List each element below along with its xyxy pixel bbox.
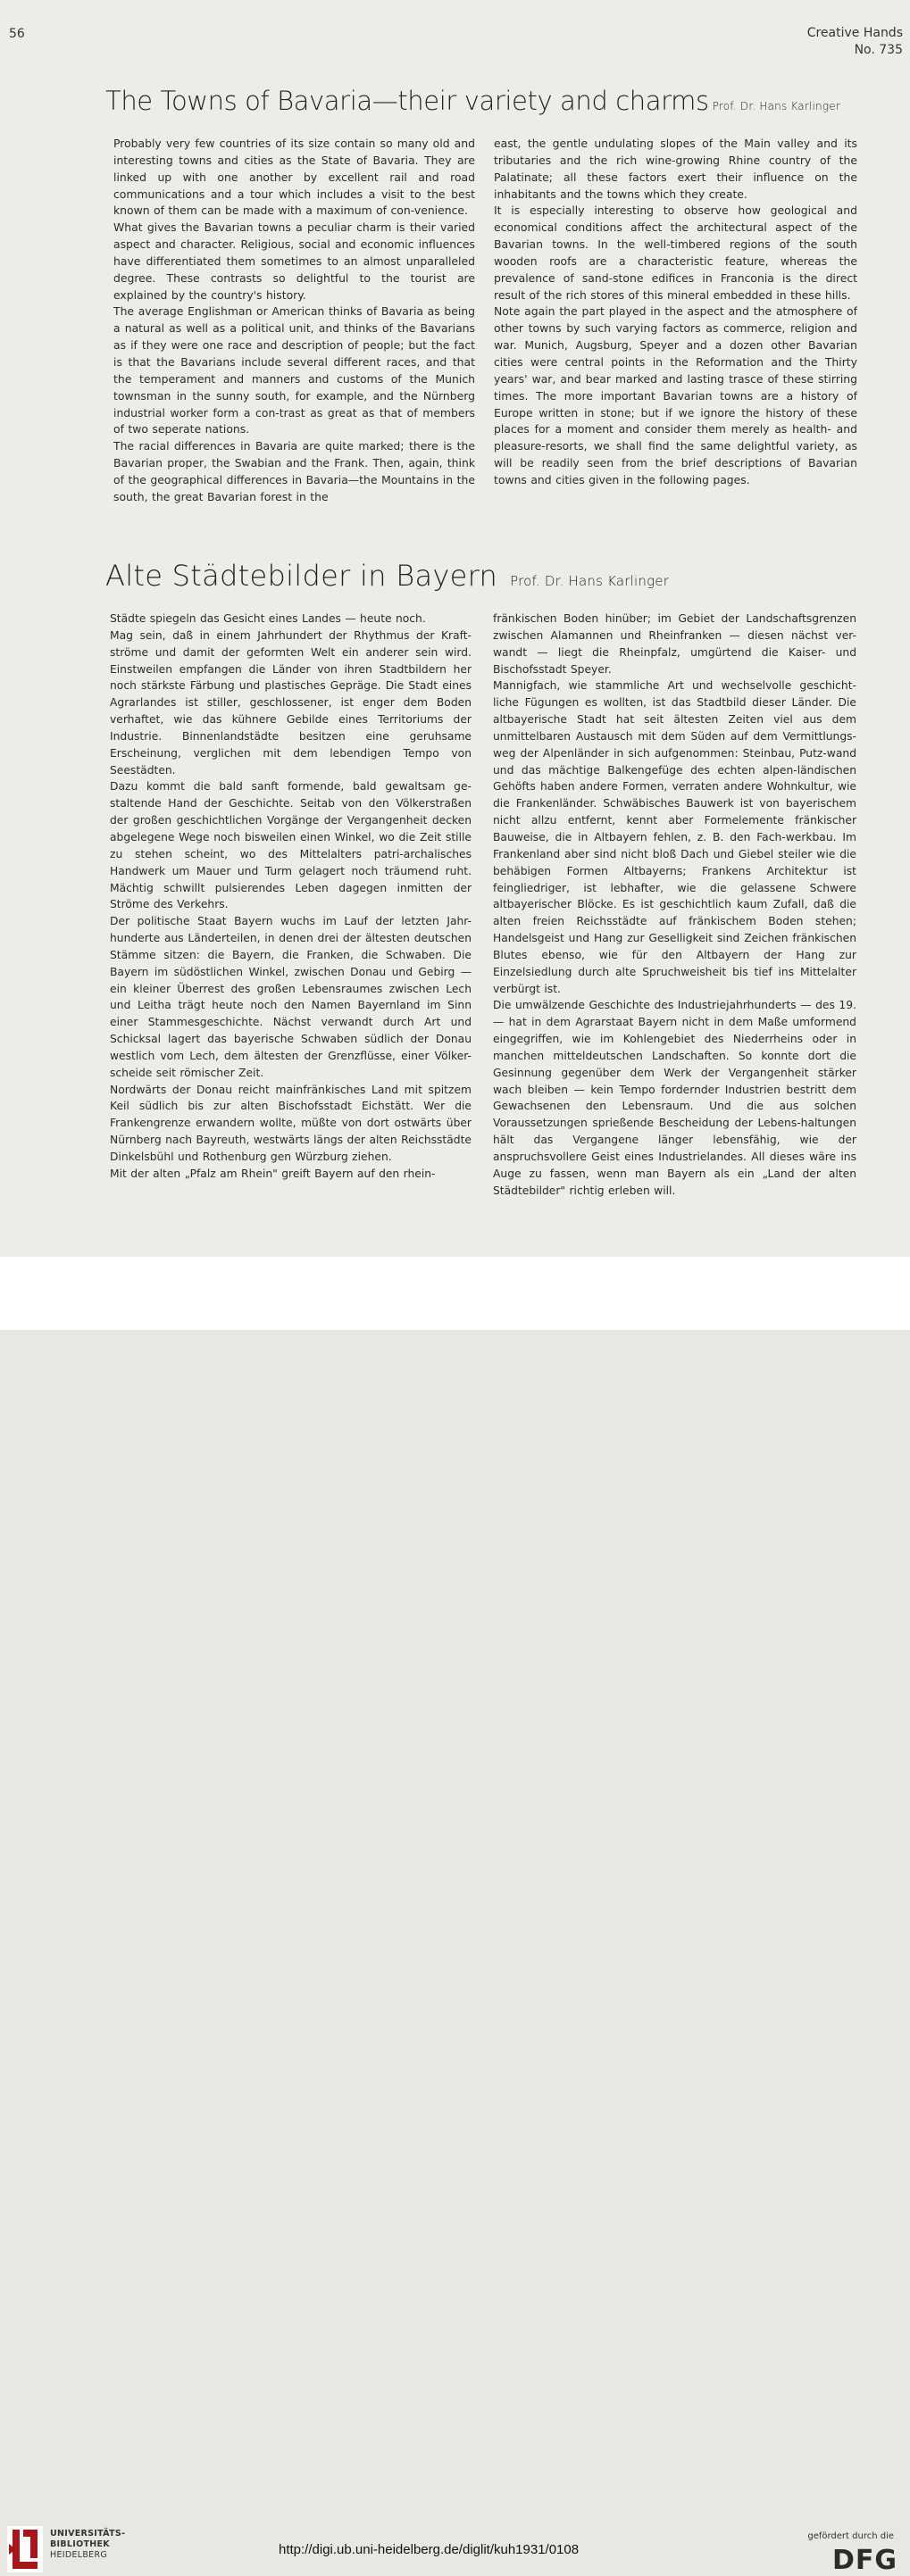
english-right-column bbox=[494, 136, 857, 489]
english-left-column bbox=[113, 136, 475, 506]
university-library-logo-icon bbox=[7, 2526, 43, 2572]
paragraph: Nordwärts der Donau reicht mainfränkisches Land mit spitzem Keil südlich bis zur alten Bischofsstadt Eichstätt. Wer die Frankengrenze erwandern wollte, müßte von dort ostwärts über Nürnberg nach Bayreuth, westwärts längs der alten Reichsstädte Dinkelsbühl und Rothenburg gen Würzburg ziehen. bbox=[110, 1083, 472, 1163]
paragraph: Mit der alten „Pfalz am Rhein" greift Bayern auf den rhein- bbox=[110, 1167, 436, 1180]
funded-by-label: gefördert durch die bbox=[807, 2531, 894, 2541]
magazine-header bbox=[807, 25, 903, 59]
footer-bar bbox=[0, 1257, 910, 2576]
paragraph: Note again the part played in the aspect and the atmosphere of other towns by such varying factors as commerce, religion and war. Munich, Augsburg, Speyer and a dozen other Bavarian cities were central points in the Reformation and the Thirty years' war, and bear marked and lasting trasce of these stirring times. The more important Bavarian towns are a history of Europe written in stone; but if we ignore the history of these places for a moment and consider them merely as health- and pleasure-resorts, we shall find the same delightful variety, as will be readily seen from the brief descriptions of Bavarian towns and cities given in the following pages. bbox=[494, 304, 857, 486]
english-author: Prof. Dr. Hans Karlinger bbox=[712, 100, 840, 112]
paragraph: fränkischen Boden hinüber; im Gebiet der Landschaftsgrenzen zwischen Alamannen und Rheinfranken — diesen nächst ver-wandt — liegt die Rheinpfalz, umgürtend die Kaiser- und Bischofsstadt Speyer. bbox=[493, 612, 856, 676]
paragraph: Der politische Staat Bayern wuchs im Lauf der letzten Jahr-hunderte aus Länderteilen, in denen drei der ältesten deutschen Stämme sitzen: die Bayern, die Franken, die Schwaben. Die Bayern im südöstlichen Winkel, zwischen Donau und Gebirg — ein kleiner Überrest des großen Lebensraumes zwischen Lech und Leitha trägt heute noch den Namen Bayernland im Sinn einer Stammesgeschichte. Nächst verwandt durch Art und Schicksal lagert das bayerische Schwaben südlich der Donau westlich vom Lech, dem ältesten der Grenzflüsse, einer Völker-scheide seit römischer Zeit. bbox=[110, 915, 472, 1079]
magazine-title: Creative Hands bbox=[806, 26, 903, 40]
paragraph: Dazu kommt die bald sanft formende, bald gewaltsam ge-staltende Hand der Geschichte. Seitab von den Völkerstraßen der großen geschichtlichen Vorgänge der Vergangenheit decken abgelegene Wege noch bisweilen einen Winkel, wo die Zeit stille zu stehen scheint, wo des Mittelalters patri-archalisches Handwerk um Mauer und Turm gelagert noch träumend ruht. Mächtig schwillt pulsierendes Leben dagegen inmitten der Ströme des Verkehrs. bbox=[110, 780, 472, 911]
german-title: Alte Städtebilder in Bayern bbox=[105, 559, 498, 593]
paragraph: The average Englishman or American thinks of Bavaria as being a natural as well as a political unit, and thinks of the Bavarians as if they were one race and description of people; but the fact is that the Bavarians include several different races, and that the temperament and manners and customs of the Munich townsman in the sunny south, for example, and the Nürnberg industrial worker form a con-trast as great as that of members of two seperate nations. bbox=[113, 304, 475, 436]
paragraph: What gives the Bavarian towns a peculiar charm is their varied aspect and character. Religious, social and economic influences have differentiated them sometimes to an almost unparalleled degree. These contrasts so delightful to the tourist are explained by the country's history. bbox=[113, 220, 475, 302]
permalink-url[interactable]: http://digi.ub.uni-heidelberg.de/diglit/kuh1931/0108 bbox=[279, 2542, 580, 2557]
german-left-column bbox=[110, 611, 472, 1183]
scanned-page bbox=[0, 0, 910, 1257]
page-number: 56 bbox=[9, 27, 25, 41]
paragraph: Mannigfach, wie stammliche Art und wechselvolle geschicht-liche Fügungen es wollten, ist das Stadtbild dieser Länder. Die altbayerische Stadt hat seit ältesten Zeiten viel aus dem unmittelbaren Austausch mit dem Süden auf dem Vermittlungs-weg der Alpenländer in sich aufgenommen: Steinbau, Putz-wand und das mächtige Balkengefüge des echten alpen-ländischen Gehöfts haben andere Formen, verraten andere Wohnkultur, wie die Frankenländer. Schwäbisches Bauwerk ist von bayerischem nicht allzu entfernt, kennt aber Formelemente fränkischer Bauweise, die in Altbayern fehlen, z. B. den Fach-werkbau. Im Frankenland aber sind nicht bloß Dach und Giebel steiler wie die behäbigen Formen Altbayerns; Frankens Architektur ist feingliedriger, ist lebhafter, wie die gelassene Schwere altbayerischer Blöcke. Es ist geschichtlich kaum Zufall, daß die alten freien Reichsstädte auf fränkischem Boden stehen; Handelsgeist und Hang zur Geselligkeit sind Zeichen fränkischen Blutes ebenso, wie für den Altbayern der Hang zur Einzelsiedlung durch alte Spruchweisheit bis tief ins Mittelalter verbürgt ist. bbox=[493, 679, 856, 995]
issue-number: No. 735 bbox=[854, 43, 903, 57]
paragraph: Probably very few countries of its size contain so many old and interesting towns and cities as the State of Bavaria. They are linked up with one another by excellent rail and road communications and a tour which includes a visit to the best known of them can be made with a maximum of con-venience. bbox=[113, 137, 475, 218]
english-headline bbox=[105, 86, 866, 116]
paragraph: Städte spiegeln das Gesicht eines Landes — heute noch. bbox=[110, 612, 426, 625]
german-author: Prof. Dr. Hans Karlinger bbox=[510, 573, 670, 589]
paragraph: Die umwälzende Geschichte des Industriejahrhunderts — des 19. — hat in dem Agrarstaat Bayern nicht in dem Maße umformend eingegriffen, wie im Kohlengebiet des Niederrheins oder in manchen mitteldeutschen Landschaften. So konnte dort die Gesinnung gegenüber dem Werk der Vergangenheit stärker wach bleiben — kein Tempo fordernder Industrien bestritt dem Gewachsenen den Lebensraum. Und die aus solchen Voraussetzungen sprießende Bescheidung der Lebens-haltungen hält das Vergangene länger lebensfähig, wie der anspruchsvollere Geist eines Industrielandes. All dieses wäre ins Auge zu fassen, wenn man Bayern als ein „Land der alten Städtebilder" richtig erleben will. bbox=[493, 999, 856, 1197]
german-right-column bbox=[493, 611, 856, 1200]
university-library-name: UNIVERSITÄTS- BIBLIOTHEK HEIDELBERG bbox=[50, 2529, 126, 2560]
paragraph: Mag sein, daß in einem Jahrhundert der Rhythmus der Kraft-ströme und damit der geformten Welt ein anderer sein wird. Einstweilen empfangen die Länder von ihren Stadtbildern her noch stärkste Färbung und plastisches Gepräge. Die Stadt eines Agrarlandes ist stiller, geschlossener, ist enger dem Boden verhaftet, wie das kühnere Gebilde eines Territoriums der Industrie. Binnenlandstädte besitzen eine geruhsame Erscheinung, verglichen mit dem lebendigen Tempo von Seestädten. bbox=[110, 628, 472, 777]
dfg-logo: DFG bbox=[831, 2545, 897, 2576]
paragraph: It is especially interesting to observe how geological and economical conditions affect the architectural aspect of the Bavarian towns. In the well-timbered regions of the south wooden roofs are a characteristic feature, whereas the prevalence of sand-stone edifices in Franconia is the direct result of the rich stores of this mineral embedded in these hills. bbox=[494, 204, 857, 302]
paragraph: The racial differences in Bavaria are quite marked; there is the Bavarian proper, the Swabian and the Frank. Then, again, think of the geographical differences in Bavaria—the Mountains in the south, the great Bavarian forest in the bbox=[113, 439, 475, 503]
english-title: The Towns of Bavaria—their variety and charms bbox=[105, 86, 709, 116]
paragraph: east, the gentle undulating slopes of the Main valley and its tributaries and the rich wine-growing Rhine country of the Palatinate; all these factors exert their influence on the inhabitants and the towns which they create. bbox=[494, 137, 857, 201]
german-headline bbox=[105, 559, 866, 593]
